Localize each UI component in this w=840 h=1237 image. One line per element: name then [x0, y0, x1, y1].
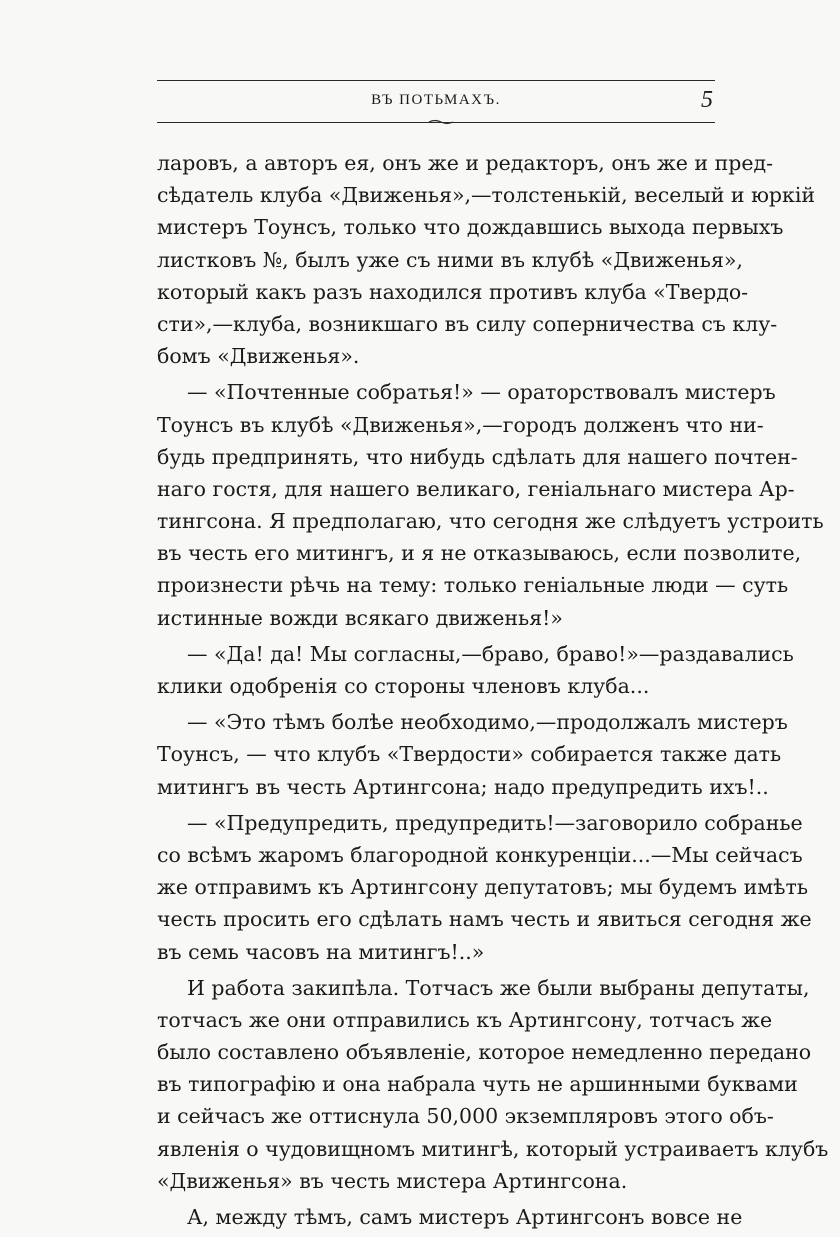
- text-line: въ честь его митингъ, и я не отказываюсь, если позволите,: [157, 541, 802, 566]
- text-line: И работа закипѣла. Тотчасъ же были выбраны депутаты,: [187, 975, 810, 1000]
- text-line: тотчасъ же они отправились къ Артингсону, тотчасъ же: [157, 1007, 773, 1032]
- text-line: было составлено объявленіе, которое немедленно передано: [157, 1040, 812, 1065]
- text-line: листковъ №, былъ уже съ ними въ клубѣ «Движенья»,: [157, 247, 743, 272]
- text-line: — «Да! да! Мы согласны,—браво, браво!»—раздавались: [187, 641, 794, 666]
- paragraph: [157, 972, 829, 1197]
- header-top-rule: [157, 80, 715, 81]
- text-line: А, между тѣмъ, самъ мистеръ Артингсонъ вовсе не: [187, 1205, 743, 1229]
- text-line: мистеръ Тоунсъ, только что дождавшись выхода первыхъ: [157, 215, 784, 240]
- running-title: ВЪ ПОТЬМАХЪ.: [371, 92, 501, 108]
- paragraph: [157, 1201, 743, 1233]
- text-line: который какъ разъ находился противъ клуба «Твердо-: [157, 279, 749, 304]
- text-line: и сейчасъ же оттиснула 50,000 экземпляровъ этого объ-: [157, 1104, 774, 1129]
- text-line: со всѣмъ жаромъ благородной конкуренціи...—Мы сейчасъ: [157, 842, 803, 867]
- page-number: 5: [701, 87, 713, 113]
- text-line: въ семь часовъ на митингъ!..»: [157, 939, 485, 964]
- text-line: Тоунсъ въ клубѣ «Движенья»,—городъ долженъ что ни-: [157, 412, 764, 437]
- text-line: митингъ въ честь Артингсона; надо предупредить ихъ!..: [157, 774, 769, 799]
- paragraph: [157, 147, 816, 372]
- text-line: сѣдатель клуба «Движенья»,—толстенькій, веселый и юркій: [157, 183, 816, 208]
- text-line: — «Предупредить, предупредить!—заговорило собранье: [187, 810, 803, 835]
- text-line: произнести рѣчь на тему: только геніальные люди — суть: [157, 573, 789, 598]
- text-line: честь просить его сдѣлать намъ честь и явиться сегодня же: [157, 907, 812, 932]
- text-line: тингсона. Я предполагаю, что сегодня же слѣдуетъ устроить: [157, 509, 824, 534]
- rule-ornament-icon: [428, 119, 454, 125]
- text-line: бомъ «Движенья».: [157, 344, 360, 369]
- text-body: [157, 147, 829, 1237]
- text-line: истинные вожди всякаго движенья!»: [157, 605, 563, 630]
- text-line: явленія о чудовищномъ митингѣ, который устраиваетъ клубъ: [157, 1136, 829, 1161]
- running-head: [157, 88, 715, 116]
- text-line: же отправимъ къ Артингсону депутатовъ; мы будемъ имѣть: [157, 875, 809, 900]
- paragraph: [157, 706, 788, 803]
- text-line: — «Почтенные собратья!» — ораторствовалъ мистеръ: [187, 380, 776, 405]
- text-line: Тоунсъ, — что клубъ «Твердости» собирается также дать: [157, 742, 782, 767]
- paragraph: [157, 376, 824, 634]
- text-line: — «Это тѣмъ болѣе необходимо,—продолжалъ мистеръ: [187, 710, 788, 735]
- paragraph: [157, 807, 812, 968]
- text-line: наго гостя, для нашего великаго, геніальнаго мистера Ар-: [157, 476, 795, 501]
- text-line: клики одобренія со стороны членовъ клуба...: [157, 674, 650, 698]
- text-line: будь предпринять, что нибудь сдѣлать для нашего почтен-: [157, 444, 798, 469]
- text-line: ларовъ, а авторъ ея, онъ же и редакторъ, онъ же и пред-: [157, 151, 774, 175]
- text-line: «Движенья» въ честь мистера Артингсона.: [157, 1168, 628, 1193]
- paragraph: [157, 638, 794, 702]
- text-line: въ типографію и она набрала чуть не аршинными буквами: [157, 1072, 798, 1097]
- text-line: сти»,—клуба, возникшаго въ силу соперничества съ клу-: [157, 311, 778, 336]
